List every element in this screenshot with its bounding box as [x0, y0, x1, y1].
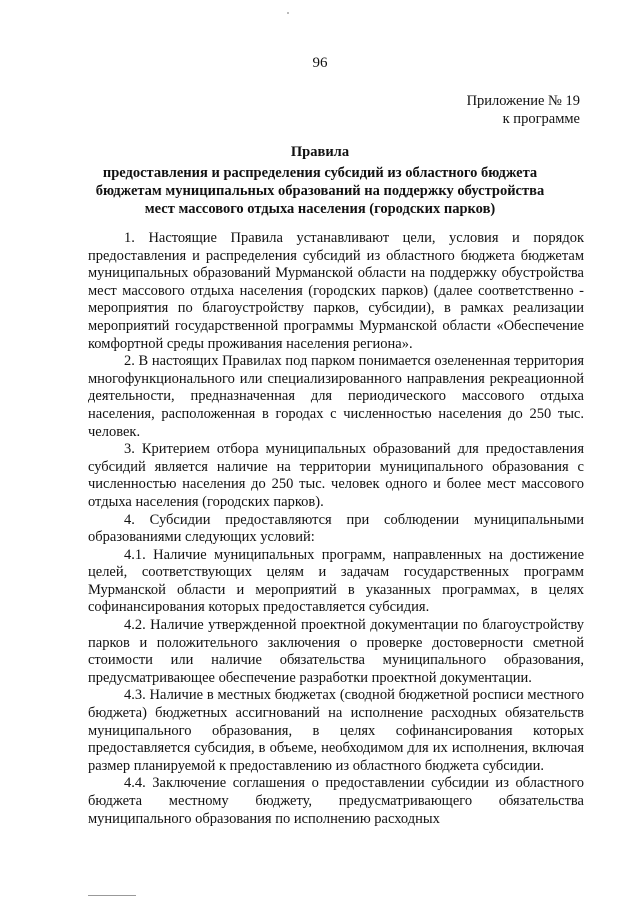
- paragraph-3: 3. Критерием отбора муниципальных образований для предоставления субсидий является наличие на территории муниципального образования с численностью населения до 250 тыс. человек одного и более мест массового отдыха населения (городских парков).: [88, 441, 584, 510]
- heading-title: Правила: [290, 144, 350, 160]
- footer-rule: [88, 895, 136, 896]
- paragraph-4: 4. Субсидии предоставляются при соблюдении муниципальными образованиями следующих условий:: [88, 511, 584, 546]
- appendix-line-1: Приложение № 19: [466, 93, 580, 109]
- paragraph-4-4: 4.4. Заключение соглашения о предоставлении субсидии из областного бюджета местному бюджету, предусматривающего обязательства муниципального образования по исполнению расходных: [88, 775, 584, 827]
- paragraph-4-2: 4.2. Наличие утвержденной проектной документации по благоустройству парков и положительного заключения о проверке достоверности сметной стоимости или наличие обязательства муниципального образования, предусматривающее обеспечение разработки проектной документации.: [88, 617, 584, 686]
- paragraph-4-3: 4.3. Наличие в местных бюджетах (сводной бюджетной росписи местного бюджета) бюджетных ассигнований на исполнение расходных обязательств муниципального образования, в целях софинансирования которых предоставляется субсидия, в объеме, необходимом для их исполнения, включая размер планируемой к предоставлению из областного бюджета субсидии.: [88, 687, 584, 774]
- document-body: [88, 230, 584, 828]
- heading-line: бюджетам муниципальных образований на поддержку обустройства: [95, 183, 545, 199]
- document-heading: [70, 143, 570, 218]
- appendix-reference: [467, 92, 580, 128]
- paragraph-1: 1. Настоящие Правила устанавливают цели, условия и порядок предоставления и распределения субсидий из областного бюджета бюджетам муниципальных образований Мурманской области на поддержку обустройства мест массового отдыха населения (городских парков) (далее соответственно - мероприятия по благоустройству парков, субсидии), в рамках реализации мероприятий государственной программы Мурманской области «Обеспечение комфортной среды проживания населения региона».: [88, 230, 584, 352]
- paragraph-4-1: 4.1. Наличие муниципальных программ, направленных на достижение целей, соответствующих целям и задачам государственных программ Мурманской области и мероприятий в указанных программах, в целях софинансирования которых предоставляется субсидия.: [88, 546, 584, 616]
- heading-line: мест массового отдыха населения (городских парков): [144, 201, 496, 217]
- scan-speck: [287, 12, 289, 14]
- paragraph-2: 2. В настоящих Правилах под парком понимается озелененная территория многофункционального или специализированного направления рекреационной деятельности, предназначенная для периодического массового отдыха населения, расположенная в городах с численностью населения до 250 тыс. человек.: [88, 353, 584, 440]
- appendix-line-2: к программе: [502, 111, 580, 127]
- page-number: 96: [312, 55, 328, 71]
- heading-line: предоставления и распределения субсидий из областного бюджета: [102, 165, 538, 181]
